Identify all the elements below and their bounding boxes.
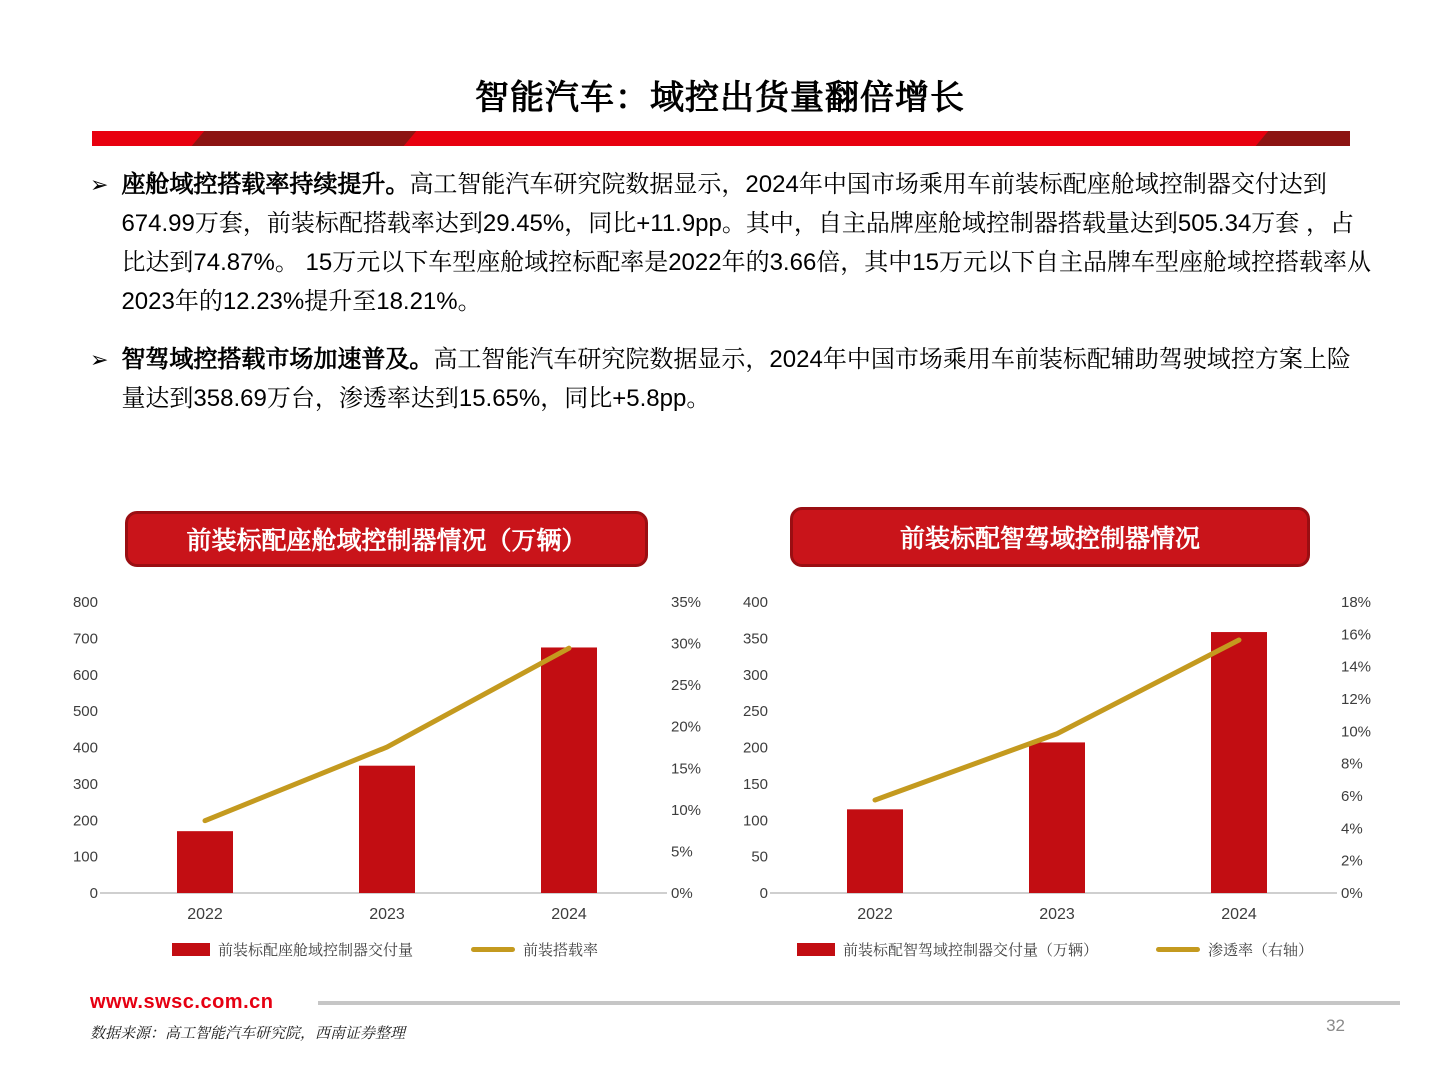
- left-axis-tick: 50: [751, 848, 768, 866]
- bar-swatch-icon: [797, 943, 835, 956]
- right-axis-tick: 30%: [671, 635, 702, 653]
- left-axis-tick: 150: [742, 775, 768, 793]
- chart-title-banner-cockpit: 前装标配座舱域控制器情况（万辆）: [125, 511, 648, 567]
- right-axis-tick: 10%: [1341, 723, 1372, 741]
- left-axis-tick: 400: [742, 594, 768, 611]
- legend-label: 前装标配座舱域控制器交付量: [217, 942, 413, 959]
- bullet-body: 高工智能汽车研究院数据显示，2024年中国市场乘用车前装标配座舱域控制器交付达到674.99万套，前装标配搭载率达到29.45%，同比+11.9pp。其中，自主品牌座舱域控制器搭载量达到505.34万套 ，占比达到74.87%。 15万元以下车型座舱域控标配率是2022年的3.66倍，其中15万元以下自主品牌车型座舱域控搭载率从2023年的12.23%提升至18.21%。: [121, 171, 1371, 315]
- chart-legend: [55, 939, 715, 960]
- left-axis-tick: 200: [742, 739, 768, 757]
- right-axis-tick: 0%: [671, 885, 693, 902]
- right-axis-tick: 4%: [1341, 820, 1363, 838]
- legend-item-line: [1156, 939, 1313, 960]
- bullet-text: [121, 165, 1372, 321]
- bar-2023: [1029, 742, 1085, 893]
- right-axis-tick: 20%: [671, 718, 702, 736]
- x-axis-label: 2024: [1221, 906, 1257, 923]
- bullet-arrow-icon: ➢: [90, 347, 109, 372]
- left-axis-tick: 400: [72, 739, 98, 757]
- right-axis-tick: 16%: [1341, 626, 1372, 644]
- combo-chart-canvas: [55, 583, 715, 928]
- left-axis-tick: 350: [742, 630, 768, 648]
- left-axis-tick: 500: [72, 703, 98, 721]
- bar-2022: [177, 831, 233, 893]
- swsc-logo: www.swsc.com.cn: [90, 991, 274, 1013]
- right-axis-tick: 5%: [671, 843, 693, 861]
- right-axis-tick: 25%: [671, 677, 702, 695]
- chart-title-banner-adas: 前装标配智驾域控制器情况: [790, 507, 1310, 567]
- bar-2022: [847, 809, 903, 893]
- footer-divider: [318, 1001, 1400, 1005]
- page-title: 智能汽车：域控出货量翻倍增长: [475, 79, 965, 117]
- bullet-body: 高工智能汽车研究院数据显示，2024年中国市场乘用车前装标配辅助驾驶域控方案上险量达到358.69万台，渗透率达到15.65%，同比+5.8pp。: [121, 346, 1351, 412]
- left-axis-tick: 300: [72, 775, 98, 793]
- title-divider-bar: [92, 131, 1350, 146]
- right-axis-tick: 35%: [671, 594, 702, 611]
- cockpit-domain-controller-chart: [55, 583, 715, 960]
- x-axis-label: 2022: [857, 906, 893, 923]
- bar-2023: [359, 766, 415, 893]
- x-axis-label: 2023: [1039, 906, 1075, 923]
- left-axis-tick: 100: [72, 848, 98, 866]
- right-axis-tick: 14%: [1341, 658, 1372, 676]
- left-axis-tick: 0: [89, 885, 98, 902]
- x-axis-label: 2022: [187, 906, 223, 923]
- line-swatch-icon: [1156, 947, 1200, 952]
- legend-item-bar: [797, 939, 1098, 960]
- combo-chart-canvas: [725, 583, 1385, 928]
- right-axis-tick: 18%: [1341, 594, 1372, 611]
- adas-domain-controller-chart: [725, 583, 1385, 960]
- bar-swatch-icon: [172, 943, 210, 956]
- left-axis-tick: 300: [742, 666, 768, 684]
- page-number: 32: [1326, 1016, 1345, 1035]
- bullet-arrow-icon: ➢: [90, 172, 109, 197]
- left-axis-tick: 800: [72, 594, 98, 611]
- divider-segment-dark-right: [1256, 131, 1350, 146]
- bullet-item-adas: [90, 340, 1372, 418]
- left-axis-tick: 700: [72, 630, 98, 648]
- bullet-text: [121, 340, 1372, 418]
- right-axis-tick: 0%: [1341, 885, 1363, 902]
- right-axis-tick: 10%: [671, 801, 702, 819]
- left-axis-tick: 100: [742, 812, 768, 830]
- x-axis-label: 2024: [551, 906, 587, 923]
- right-axis-tick: 2%: [1341, 852, 1363, 870]
- bar-2024: [1211, 632, 1267, 893]
- legend-label: 渗透率（右轴）: [1208, 942, 1314, 959]
- left-axis-tick: 200: [72, 812, 98, 830]
- legend-label: 前装标配智驾域控制器交付量（万辆）: [842, 942, 1098, 959]
- bar-2024: [541, 647, 597, 893]
- left-axis-tick: 250: [742, 703, 768, 721]
- legend-item-bar: [172, 939, 413, 960]
- chart-legend: [725, 939, 1385, 960]
- line-swatch-icon: [471, 947, 515, 952]
- right-axis-tick: 15%: [671, 760, 702, 778]
- right-axis-tick: 8%: [1341, 755, 1363, 773]
- right-axis-tick: 12%: [1341, 691, 1372, 708]
- bullet-lead: 智驾域控搭载市场加速普及。: [121, 346, 434, 373]
- right-axis-tick: 6%: [1341, 788, 1363, 805]
- bullet-item-cockpit: [90, 165, 1372, 321]
- left-axis-tick: 600: [72, 666, 98, 684]
- x-axis-label: 2023: [369, 906, 405, 923]
- bullet-lead: 座舱域控搭载率持续提升。: [121, 171, 410, 198]
- divider-segment-dark-left: [192, 131, 417, 146]
- data-source-note: 数据来源：高工智能汽车研究院，西南证券整理: [90, 1024, 406, 1042]
- legend-label: 前装搭载率: [523, 942, 599, 959]
- legend-item-line: [471, 939, 598, 960]
- left-axis-tick: 0: [759, 885, 768, 902]
